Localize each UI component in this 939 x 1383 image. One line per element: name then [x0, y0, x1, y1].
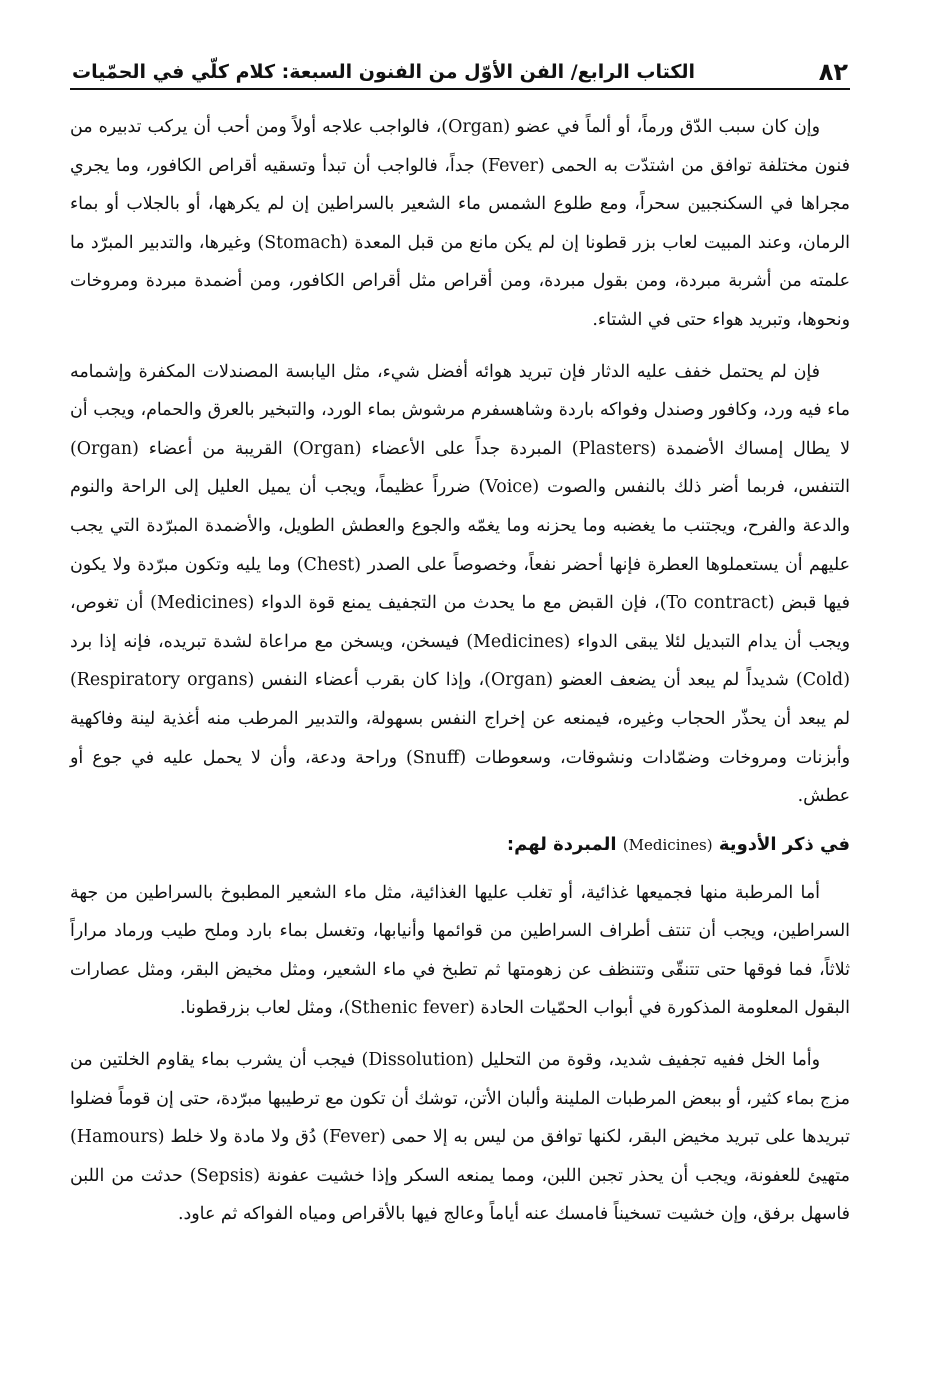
section-heading-latin: (Medicines) — [622, 835, 713, 854]
page-number: ٨٢ — [818, 58, 848, 86]
paragraph: وإن كان سبب الدّق ورماً، أو ألماً في عضو (Organ)، فالواجب علاجه أولاً ومن أحب أن يركب تدبيره من فنون مختلفة توافق من اشتدّت به الحمى (Fever) جداً، فالواجب أن تبدأ وتسقيه أقراص الكافور، وما يجري مجراها في السكنجبين سحراً، ومع طلوع الشمس ماء الشعير بالسراطين إن لم يكرهها، أو بالجلاب أو بماء الرمان، وعند المبيت لعاب بزر قطونا إن لم يكن مانع من قبل المعدة (Stomach) وغيرها، والتدبير المبرّد ما علمته من أشربة مبردة، ومن بقول مبردة، ومن أقراص مثل أقراص الكافور، ومن أضمدة مبردة ومروخات ونحوها، وتبريد هواء حتى في الشتاء. — [70, 117, 851, 330]
paragraph: وأما الخل ففيه تجفيف شديد، وقوة من التحليل (Dissolution) فيجب أن يشرب بماء يقاوم الخلتين من مزج بماء كثير، أو ببعض المرطبات الملينة وألبان الأتن، توشك أن تكون مع ترطيبها مبرّدة، حتى إن قوماً فضلوا تبريدها على تبريد مخيض البقر، لكنها توافق من ليس به إلا حمى (Fever) دُق ولا مادة ولا خلط (Hamours) متهيئ للعفونة، ويجب أن يحذر تجبن اللبن، ومما يمنعه السكر وإذا خشيت عفونة (Sepsis) حدثت من اللبن فاسهل برفق، وإن خشيت تسخيناً فامسك عنه أياماً وعالج فيها بالأقراص ومياه الفواكه ثم عاود. — [70, 1050, 850, 1225]
running-title: الكتاب الرابع/ الفن الأوّل من الفنون السبعة: كلام كلّي في الحمّيات — [72, 61, 696, 84]
paragraph: فإن لم يحتمل خفف عليه الدثار فإن تبريد هوائه أفضل شيء، مثل اليابسة المصندلات المكفرة وإشمامه ماء فيه ورد، وكافور وصندل وفواكه باردة وشاهسفرم مرشوش بماء الورد، والتبخير بالعرق والحمام، ويجب أن لا يطال إمساك الأضمدة (Plasters) المبردة جداً على الأعضاء (Organ) القريبة من أعضاء (Organ) التنفس، فربما أضر ذلك بالنفس والصوت (Voice) ضرراً عظيماً، ويجب أن يميل العليل إلى الراحة والنوم والدعة والفرح، ويجتنب ما يغضبه وما يحزنه وما يغمّه والجوع والعطش الطويل، والأضمدة المبرّدة التي يجب عليهم أن يستعملوها العطرة فإنها أحضر نفعاً، وخصوصاً على الصدر (Chest) وما يليه وتكون مبرّدة ولا يكون فيها قبض (To contract)، فإن القبض مع ما يحدث من التجفيف يمنع قوة الدواء (Medicines) أن تغوص، ويجب أن يدام التبديل لئلا يبقى الدواء (Medicines) فيسخن، ويسخن مع مراعاة لشدة تبريده، فإنه إذا برد (Cold) شديداً لم يبعد أن يضعف العضو (Organ)، وإذا كان بقرب أعضاء النفس (Respiratory organs) لم يبعد أن يحذّر الحجاب وغيره، فيمنعه عن إخراج النفس بسهولة، والتدبير المرطب منه أغذية لينة وفاكهية وأبزنات ومروخات وضمّادات ونشوقات، وسعوطات (Snuff) وراحة ودعة، وأن لا يحمل عليه في جوع أو عطش. — [70, 361, 851, 807]
section-heading-text-end: المبردة لهم: — [506, 833, 617, 855]
paragraph: أما المرطبة منها فجميعها غذائية، أو تغلب عليها الغذائية، مثل ماء الشعير المطبوخ بالسراطين من جهة السراطين، ويجب أن تنتف أطراف السراطين من قوائمها وأنيابها، وتغسل بماء بارد وملح طيب ورماد مراراً ثلاثاً، فما فوقها حتى تتنقّى وتتنظف عن زهومتها ثم تطبخ في ماء الشعير، ومثل مخيض البقر، ومثل عصارات البقول المعلومة المذكورة في أبواب الحمّيات الحادة (Sthenic fever)، ومثل لعاب بزرقطونا. — [70, 882, 850, 1019]
page-body — [70, 108, 850, 1234]
page-header — [70, 48, 850, 90]
book-page — [70, 48, 850, 1378]
section-heading — [70, 826, 850, 864]
section-heading-text: في ذكر الأدوية — [718, 833, 850, 855]
